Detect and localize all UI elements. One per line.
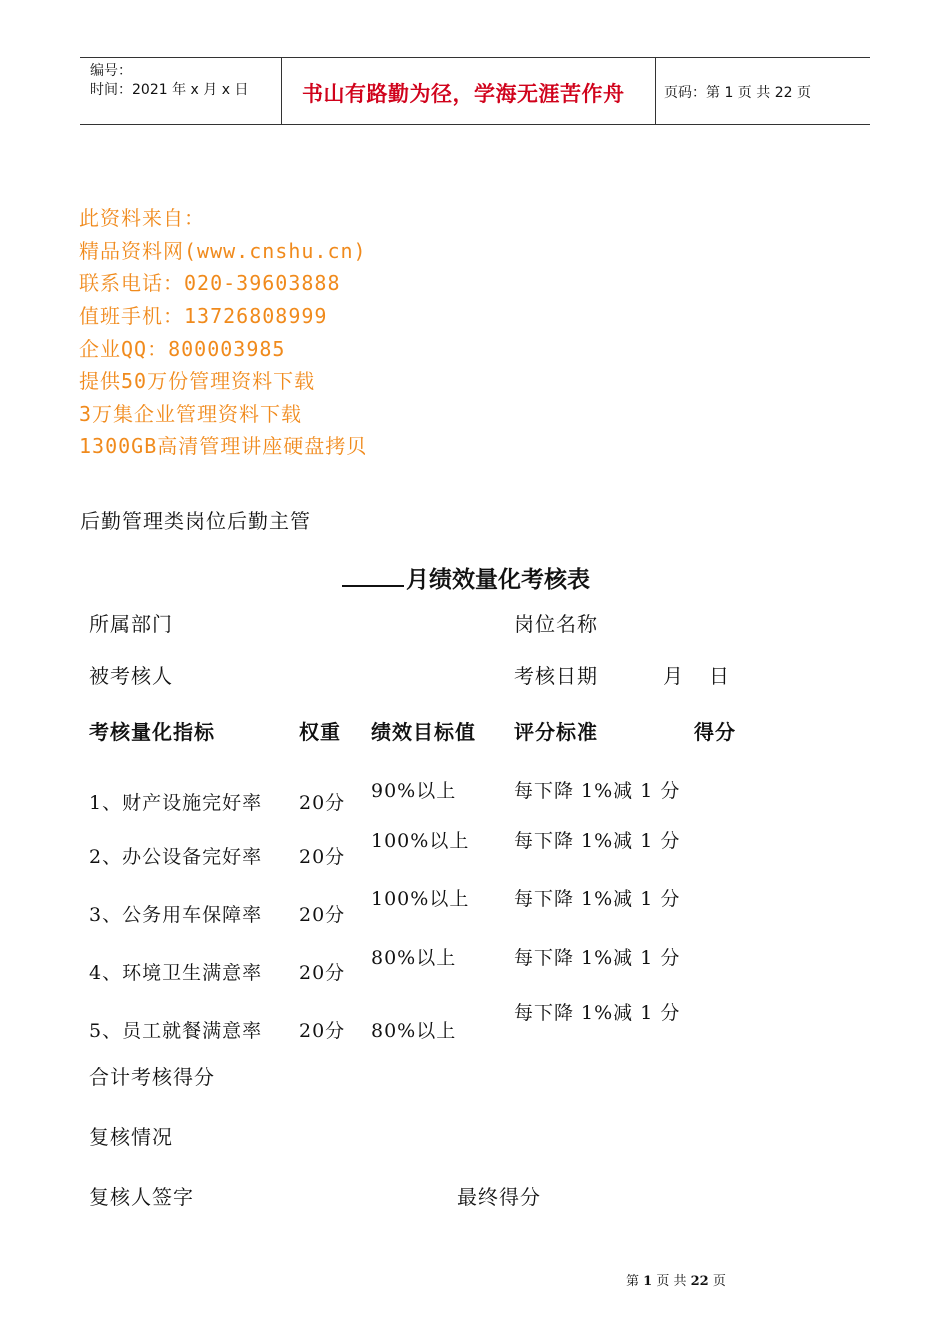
row-weight: 20分 <box>299 846 346 868</box>
doc-title-wrap <box>342 561 590 594</box>
row-indicator: 5、员工就餐满意率 <box>89 1020 263 1042</box>
footer-total-pages: 22 <box>690 1274 709 1289</box>
position-label: 岗位名称 <box>514 612 598 636</box>
footer-prefix: 第 <box>626 1274 640 1289</box>
ad-line: 3万集企业管理资料下载 <box>79 402 303 426</box>
header-divider-left <box>281 57 282 124</box>
row-target: 100%以上 <box>371 888 470 910</box>
dept-label: 所属部门 <box>89 612 173 636</box>
footer-suffix: 页 <box>712 1274 726 1289</box>
row-indicator: 1、财产设施完好率 <box>89 792 263 814</box>
ad-line: 精品资料网(www.cnshu.cn) <box>79 239 367 263</box>
footer-mid: 页 共 <box>656 1274 687 1289</box>
header-divider-right <box>655 57 656 124</box>
row-indicator: 3、公务用车保障率 <box>89 904 263 926</box>
header-top-rule <box>80 57 870 58</box>
ad-line: 提供50万份管理资料下载 <box>79 369 316 393</box>
ad-line: 此资料来自： <box>79 206 205 230</box>
header-page-label: 页码：第 1 页 共 22 页 <box>664 85 811 101</box>
row-target: 80%以上 <box>371 947 457 969</box>
title-blank-underline <box>342 567 404 587</box>
row-weight: 20分 <box>299 1020 346 1042</box>
date-label: 考核日期 <box>514 664 598 688</box>
row-indicator: 2、办公设备完好率 <box>89 846 263 868</box>
row-weight: 20分 <box>299 792 346 814</box>
ad-line: 1300GB高清管理讲座硬盘拷贝 <box>79 434 368 458</box>
doc-title: 月绩效量化考核表 <box>406 567 590 593</box>
total-score-label: 合计考核得分 <box>89 1065 215 1089</box>
header-motto: 书山有路勤为径，学海无涯苦作舟 <box>302 82 625 106</box>
col-header-score: 得分 <box>694 720 736 744</box>
col-header-indicator: 考核量化指标 <box>89 720 215 744</box>
ad-line: 值班手机：13726808999 <box>79 304 328 328</box>
row-weight: 20分 <box>299 904 346 926</box>
row-target: 100%以上 <box>371 830 470 852</box>
day-label: 日 <box>709 664 730 688</box>
col-header-target: 绩效目标值 <box>371 720 476 744</box>
header-number-label: 编号： <box>90 63 132 79</box>
col-header-standard: 评分标准 <box>514 720 598 744</box>
ad-line: 联系电话：020-39603888 <box>79 271 341 295</box>
page-footer <box>626 1270 726 1289</box>
row-standard: 每下降 1%减 1 分 <box>514 830 681 852</box>
row-standard: 每下降 1%减 1 分 <box>514 780 681 802</box>
assessee-label: 被考核人 <box>89 664 173 688</box>
row-standard: 每下降 1%减 1 分 <box>514 947 681 969</box>
reviewer-signature-label: 复核人签字 <box>89 1185 194 1209</box>
final-score-label: 最终得分 <box>457 1185 541 1209</box>
row-standard: 每下降 1%减 1 分 <box>514 1002 681 1024</box>
row-target: 80%以上 <box>371 1020 457 1042</box>
month-label: 月 <box>663 664 684 688</box>
row-weight: 20分 <box>299 962 346 984</box>
row-target: 90%以上 <box>371 780 457 802</box>
row-indicator: 4、环境卫生满意率 <box>89 962 263 984</box>
row-standard: 每下降 1%减 1 分 <box>514 888 681 910</box>
review-label: 复核情况 <box>89 1125 173 1149</box>
doc-category: 后勤管理类岗位后勤主管 <box>80 509 311 533</box>
ad-line: 企业QQ：800003985 <box>79 337 286 361</box>
footer-page-number: 1 <box>643 1274 653 1289</box>
header-bottom-rule <box>80 124 870 125</box>
header-time-label: 时间：2021 年 x 月 x 日 <box>90 82 249 98</box>
col-header-weight: 权重 <box>299 720 341 744</box>
